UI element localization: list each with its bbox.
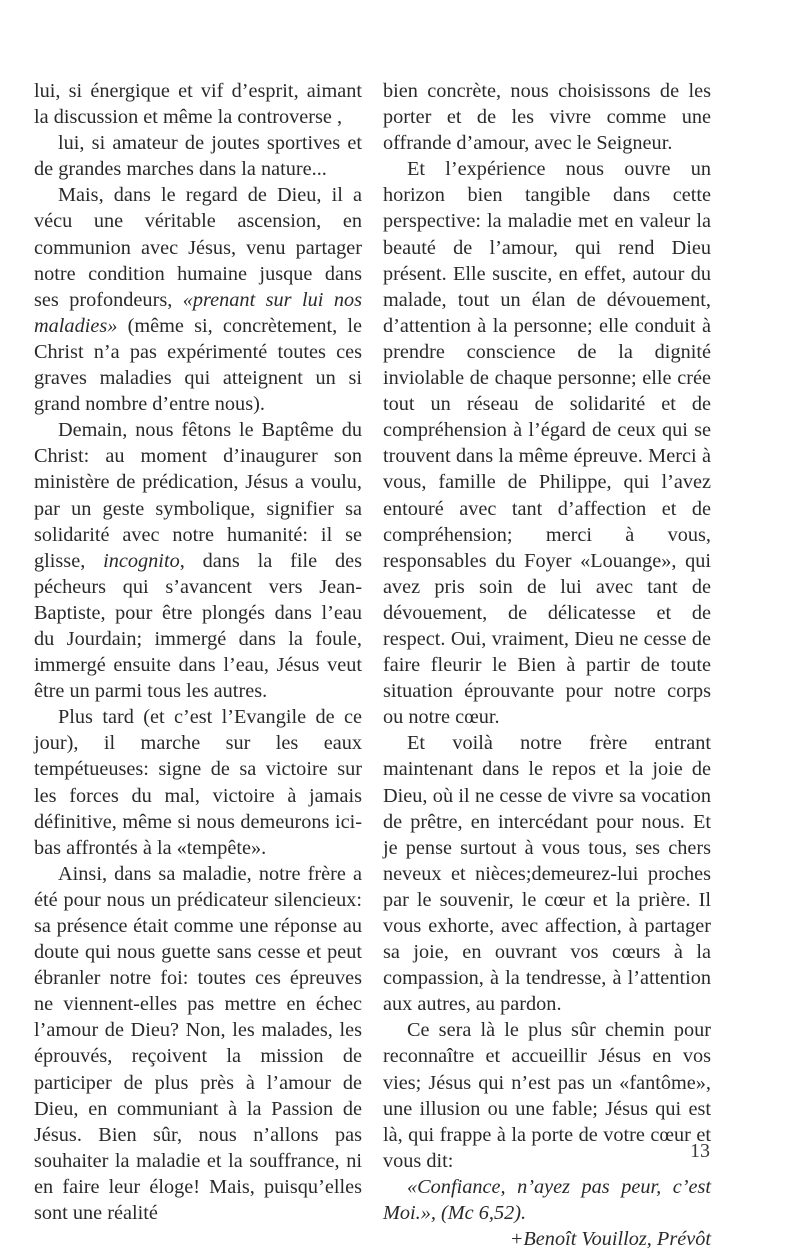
scripture-quote: «Confiance, n’ayez pas peur, c’est Moi.», (Mc 6,52). — [383, 1175, 711, 1225]
paragraph — [34, 182, 362, 417]
text-run: Mais, dans le regard de Dieu, il a vécu une véritable ascension, en communion avec Jésus, venu partager notre condition humaine jusque dans ses profondeurs, — [34, 184, 362, 311]
text-run: , dans la file des pécheurs qui s’avancent vers Jean-Baptiste, pour être plongés dans l’eau du Jourdain; immergé dans la foule, immergé ensuite dans l’eau, Jésus veut être un parmi tous les autres. — [34, 549, 362, 703]
left-column — [34, 78, 362, 1226]
right-column — [383, 78, 711, 1252]
paragraph — [34, 417, 362, 704]
italic-citation: «prenant sur lui nos maladies» — [34, 288, 362, 337]
paragraph: Ainsi, dans sa maladie, notre frère a été pour nous un prédicateur silencieux: sa présence était comme une réponse au doute qui nous guette sans cesse et peut ébranler notre foi: toutes ces épreuves ne viennent-elles pas mettre en échec l’amour de Dieu? Non, les malades, les éprouvés, reçoivent la mission de participer de plus près à l’amour de Dieu, en communiant à la Passion de Jésus. Bien sûr, nous n’allons pas souhaiter la maladie et la souffrance, ni en faire leur éloge! Mais, puisqu’elles sont une réalité — [34, 862, 362, 1225]
text-run: Demain, nous fêtons le Baptême du Christ: au moment d’inaugurer son ministère de prédication, Jésus a voulu, par un geste symbolique, signifier sa solidarité avec notre humanité: il se glisse, — [34, 419, 362, 572]
paragraph: Et voilà notre frère entrant maintenant dans le repos et la joie de Dieu, où il ne cesse de vivre sa vocation de prêtre, en intercédant pour nous. Et je pense surtout à vous tous, ses chers neveux et nièces;demeurez-lui proches par le souvenir, le cœur et la prière. Il vous exhorte, avec affection, à partager sa joie, en ouvrant vos cœurs à la compassion, à la tendresse, à l’attention aux autres, au pardon. — [383, 732, 711, 1016]
paragraph: lui, si énergique et vif d’esprit, aimant la discussion et même la controverse , — [34, 80, 362, 129]
text-run: (même si, concrètement, le Christ n’a pas expérimenté toutes ces graves maladies qui atteignent un si grand nombre d’entre nous). — [34, 314, 362, 416]
paragraph: Ce sera là le plus sûr chemin pour reconnaître et accueillir Jésus en vos vies; Jésus qui n’est pas un «fantôme», une illusion ou une fable; Jésus qui est là, qui frappe à la porte de votre cœur et vous dit: — [383, 1019, 711, 1172]
page-number: 13 — [690, 1140, 710, 1162]
paragraph: Plus tard (et c’est l’Evangile de ce jour), il marche sur les eaux tempétueuses: signe de sa victoire sur les forces du mal, victoire à jamais définitive, même si nous demeurons ici-bas affrontés à la «tempête». — [34, 706, 362, 859]
paragraph: bien concrète, nous choisissons de les porter et de les vivre comme une offrande d’amour, avec le Seigneur. — [383, 80, 711, 155]
paragraph: Et l’expérience nous ouvre un horizon bien tangible dans cette perspective: la maladie met en valeur la beauté de l’amour, qui rend Dieu présent. Elle suscite, en effet, autour du malade, tout un élan de dévouement, d’attention à la personne; elle conduit à prendre conscience de la dignité inviolable de chaque personne; elle crée tout un réseau de solidarité et de compréhension à l’égard de ceux qui se trouvent dans la même épreuve. Merci à vous, famille de Philippe, qui l’avez entouré avec tant d’affection et de compréhension; merci à vous, responsables du Foyer «Louange», qui avez pris soin de lui avec tant de dévouement, de délicatesse et de respect. Oui, vraiment, Dieu ne cesse de faire fleurir le Bien à partir de toute situation éprouvante pour notre corps ou notre cœur. — [383, 158, 711, 729]
italic-word: incognito — [103, 549, 180, 572]
signature: +Benoît Vouilloz, Prévôt — [509, 1228, 711, 1251]
paragraph: lui, si amateur de joutes sportives et de grandes marches dans la nature... — [34, 132, 362, 181]
